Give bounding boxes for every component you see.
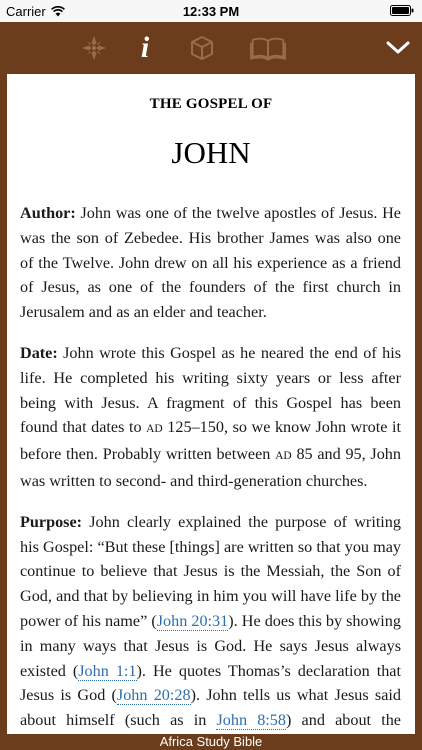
book-icon — [250, 34, 286, 62]
ornament-icon — [81, 35, 107, 61]
status-bar — [0, 0, 422, 22]
book-button[interactable] — [250, 30, 286, 66]
scripture-reference-link[interactable]: John 20:28 — [116, 686, 191, 705]
era-marker: AD — [275, 450, 292, 463]
purpose-text-part: ). John tells us what Jesus said about himself (such as in — [20, 686, 401, 730]
ornament-button[interactable] — [76, 30, 112, 66]
box-icon — [190, 35, 214, 61]
chevron-down-icon — [386, 40, 410, 56]
purpose-text-part: ) and about the — [286, 711, 401, 730]
document-heading: THE GOSPEL OF — [149, 96, 273, 112]
battery-icon — [390, 5, 414, 16]
info-icon: i — [140, 31, 150, 64]
date-text-part: 125–150, so we know John wrote it before then. Probably written between — [20, 418, 402, 464]
author-label: Author: — [20, 204, 76, 222]
era-marker: AD — [146, 423, 163, 436]
date-text-part: John wrote this Gospel as he neared the end of his life. He completed his writing sixty years or less after being with Jesus. A fragment of this Gospel has been found that dates to — [20, 343, 401, 437]
purpose-text-part: ). He quotes Thomas’s declaration that Jesus is God ( — [20, 661, 401, 705]
info-button[interactable] — [127, 30, 163, 66]
purpose-text-part: John clearly explained the purpose of writing his Gospel: “But these [things] are written so that you may continue to believe that Jesus is the Messiah, the Son of God, and that by believing in him you will have life by the power of his name” ( — [20, 512, 401, 630]
scripture-reference-link[interactable]: John 8:58 — [216, 711, 286, 730]
purpose-label: Purpose: — [20, 512, 83, 531]
app-footer: Africa Study Bible — [0, 734, 422, 750]
toolbar — [0, 22, 422, 74]
date-section — [20, 341, 401, 494]
author-section — [20, 201, 401, 325]
document-title: JOHN — [171, 135, 251, 170]
carrier-label: Carrier — [6, 4, 46, 19]
date-text-part: 85 and 95, John was written to second- and third-generation churches. — [20, 445, 401, 490]
status-time: 12:33 PM — [182, 4, 240, 19]
purpose-section — [20, 510, 401, 734]
author-text: John was one of the twelve apostles of Jesus. He was the son of Zebedee. His brother James was also one of the Twelve. John drew on all his experience as a friend of Jesus, as one of the founders of the first church in Jerusalem and as an elder and teacher. — [20, 204, 401, 322]
date-label: Date: — [20, 343, 58, 362]
scripture-reference-link[interactable]: John 20:31 — [156, 611, 229, 630]
scripture-reference-link[interactable]: John 1:1 — [78, 661, 137, 680]
document-page — [7, 74, 415, 734]
box-button[interactable] — [184, 30, 220, 66]
purpose-text-part: ). He does this by showing in many ways that Jesus is God. He says Jesus always existed ( — [20, 611, 401, 680]
collapse-button[interactable] — [380, 30, 416, 66]
